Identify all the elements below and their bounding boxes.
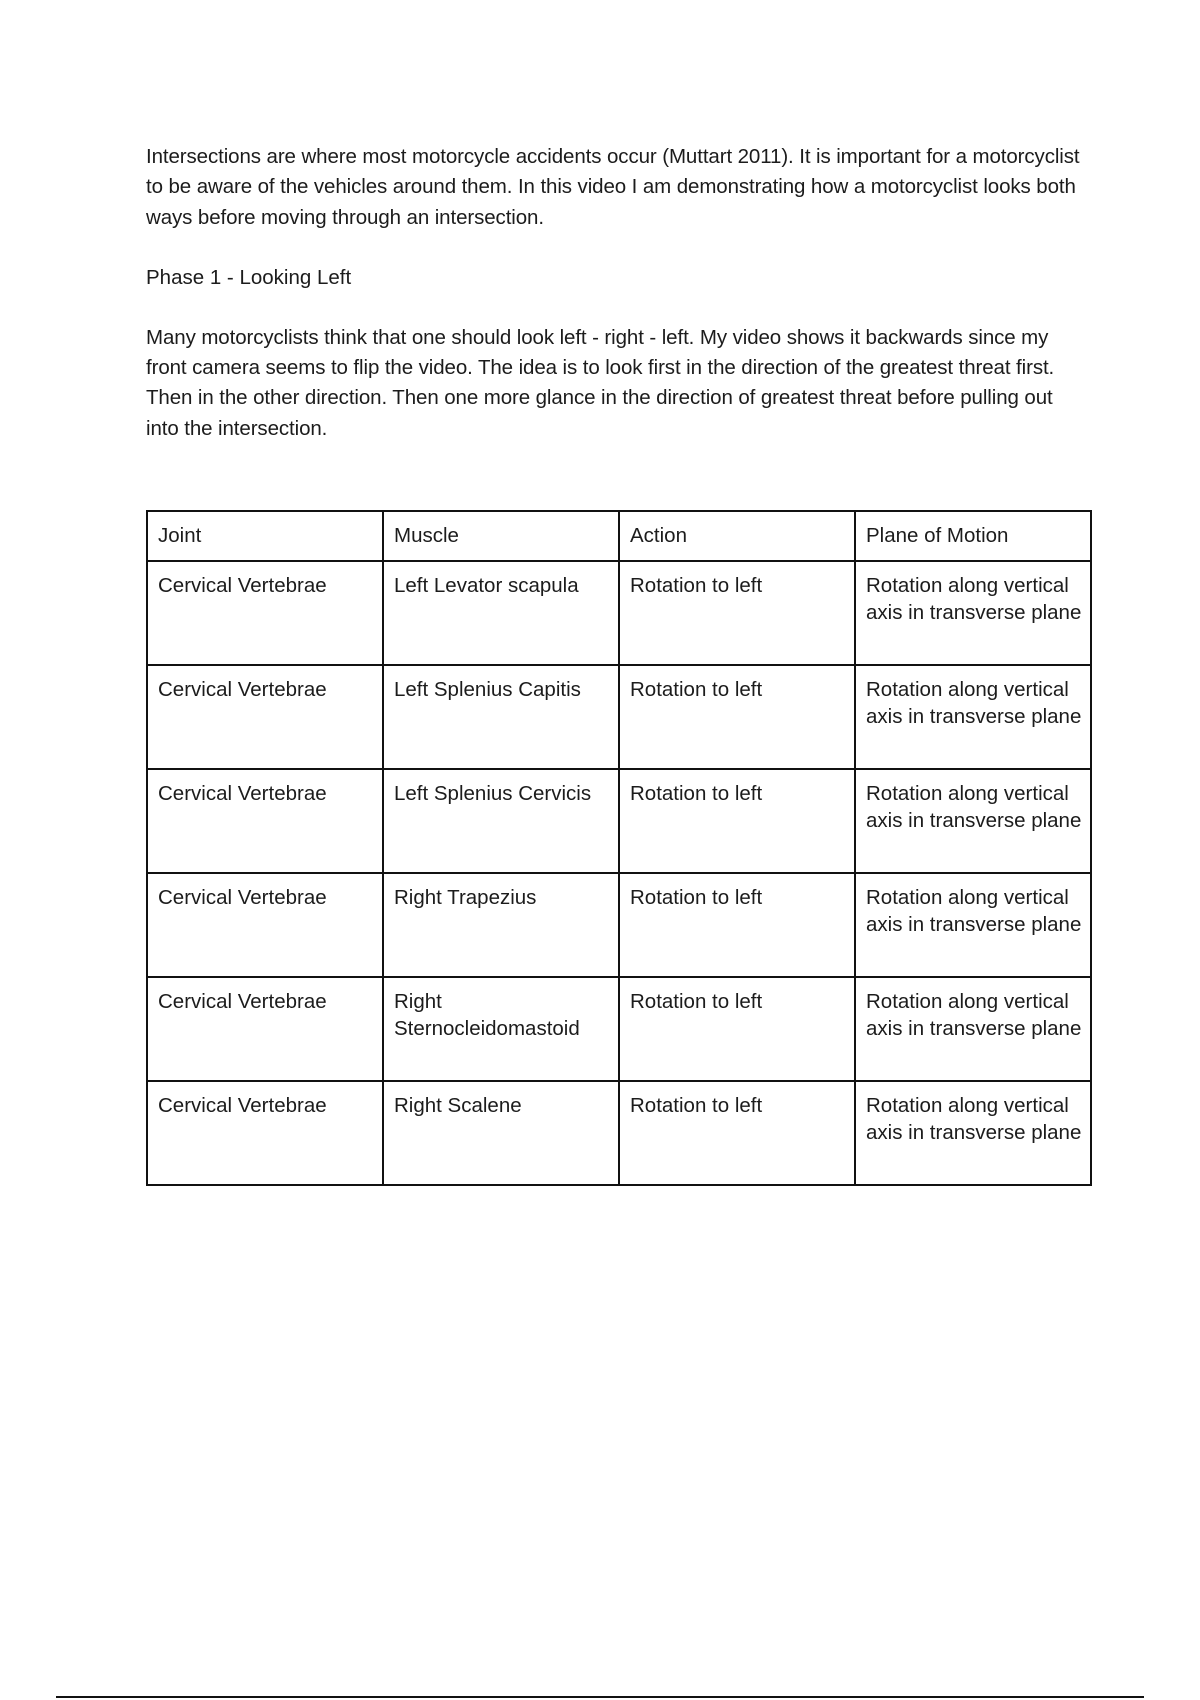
page-bottom-rule <box>56 1696 1144 1698</box>
cell-joint: Cervical Vertebrae <box>147 977 383 1081</box>
cell-joint: Cervical Vertebrae <box>147 769 383 873</box>
table-row <box>147 561 1091 665</box>
cell-muscle: Left Splenius Capitis <box>383 665 619 769</box>
phase-paragraph: Many motorcyclists think that one should look left - right - left. My video shows it backwards since my front camera seems to flip the video. The idea is to look first in the direction of the greatest threat first. Then in the other direction. Then one more glance in the direction of greatest threat before pulling out into the intersection. <box>146 325 1055 440</box>
cell-muscle: Left Splenius Cervicis <box>383 769 619 873</box>
cell-muscle: Right Trapezius <box>383 873 619 977</box>
cell-plane: Rotation along vertical axis in transverse plane <box>855 561 1091 665</box>
document-page <box>146 142 1090 1144</box>
cell-muscle: Right Scalene <box>383 1081 619 1185</box>
cell-action: Rotation to left <box>619 665 855 769</box>
cell-action: Rotation to left <box>619 977 855 1081</box>
table-row <box>147 977 1091 1081</box>
cell-action: Rotation to left <box>619 873 855 977</box>
cell-muscle: Left Levator scapula <box>383 561 619 665</box>
header-joint: Joint <box>147 511 383 561</box>
header-muscle: Muscle <box>383 511 619 561</box>
muscle-table <box>146 510 1092 1186</box>
table-row <box>147 769 1091 873</box>
cell-action: Rotation to left <box>619 1081 855 1185</box>
cell-action: Rotation to left <box>619 769 855 873</box>
cell-plane: Rotation along vertical axis in transverse plane <box>855 665 1091 769</box>
table-row <box>147 1081 1091 1185</box>
cell-joint: Cervical Vertebrae <box>147 561 383 665</box>
cell-plane: Rotation along vertical axis in transverse plane <box>855 769 1091 873</box>
header-plane-of-motion: Plane of Motion <box>855 511 1091 561</box>
cell-action: Rotation to left <box>619 561 855 665</box>
phase-heading: Phase 1 - Looking Left <box>146 265 352 289</box>
cell-plane: Rotation along vertical axis in transverse plane <box>855 977 1091 1081</box>
cell-joint: Cervical Vertebrae <box>147 665 383 769</box>
cell-plane: Rotation along vertical axis in transverse plane <box>855 873 1091 977</box>
table-row <box>147 665 1091 769</box>
cell-muscle: Right Sternocleidomastoid <box>383 977 619 1081</box>
table-header-row <box>147 511 1091 561</box>
cell-joint: Cervical Vertebrae <box>147 873 383 977</box>
intro-paragraph: Intersections are where most motorcycle accidents occur (Muttart 2011). It is important for a motorcyclist to be aware of the vehicles around them. In this video I am demonstrating how a motorcyclist looks both ways before moving through an intersection. <box>146 145 1080 229</box>
cell-plane: Rotation along vertical axis in transverse plane <box>855 1081 1091 1185</box>
cell-joint: Cervical Vertebrae <box>147 1081 383 1185</box>
header-action: Action <box>619 511 855 561</box>
table-row <box>147 873 1091 977</box>
